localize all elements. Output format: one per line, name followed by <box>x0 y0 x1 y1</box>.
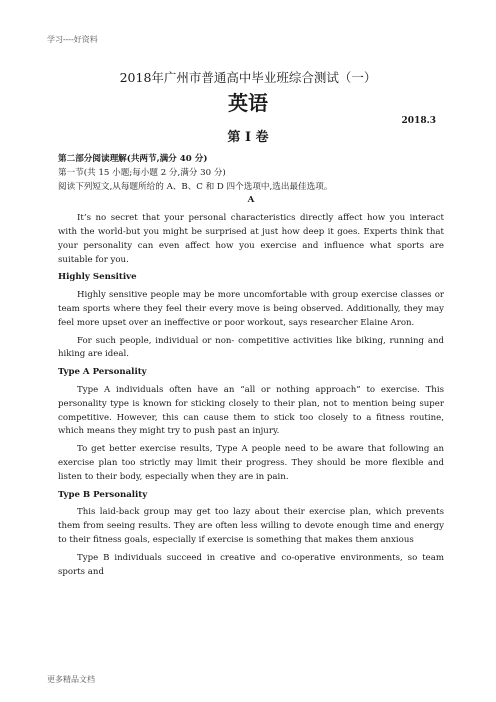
exam-title: 2018年广州市普通高中毕业班综合测试（一） <box>119 70 377 85</box>
section-subtitle: 第一节(共 15 小题;每小题 2 分,满分 30 分) <box>58 167 226 178</box>
heading-type-a: Type A Personality <box>58 367 147 378</box>
page-header-note: 学习----好资料 <box>47 35 98 44</box>
paragraph: Highly sensitive people may be more uncomfortable with group exercise classes or team sports where they feel their every move is being observed. Additionally, they may feel more upset over an ineffective or poor workout, says researcher Elaine Aron. <box>58 290 444 328</box>
paragraph: For such people, individual or non- competitive activities like biking, running and hiking are ideal. <box>58 335 444 360</box>
passage-label: A <box>247 195 255 206</box>
page-footer-note: 更多精品文档 <box>47 675 95 684</box>
paragraph: This laid-back group may get too lazy about their exercise plan, which prevents them from seeing results. They are often less willing to devote enough time and energy to their fitness goals, especially if exercise is something that makes them anxious <box>58 507 444 545</box>
paragraph: Type B individuals succeed in creative and co-operative environments, so team sports and <box>58 552 444 577</box>
section-title: 第二部分阅读理解(共两节,满分 40 分) <box>58 154 208 164</box>
paragraph: To get better exercise results, Type A people need to be aware that following an exercise plan too strictly may limit their progress. They should be more flexible and listen to their body, especially when they are in pain. <box>58 444 444 482</box>
exam-date: 2018.3 <box>401 116 436 126</box>
section-instruction: 阅读下列短文,从每题所给的 A、B、C 和 D 四个选项中,选出最佳选项。 <box>58 181 333 192</box>
paragraph: Type A individuals often have an “all or nothing approach” to exercise. This personality type is known for sticking closely to their plan, not to mention being super competitive. However, this can cause them to stick too closely to a fitness routine, which means they might try to push past an injury. <box>58 384 444 437</box>
heading-type-b: Type B Personality <box>58 489 148 500</box>
subject-title: 英语 <box>228 91 268 115</box>
intro-paragraph: It’s no secret that your personal characteristics directly affect how you interact with the world-but you might be surprised at just how deep it goes. Experts think that your personality can even affect how you exercise and influence what sports are suitable for you. <box>58 213 444 265</box>
document-body <box>58 153 444 579</box>
heading-highly-sensitive: Highly Sensitive <box>58 272 137 283</box>
volume-title: 第 I 卷 <box>227 130 269 145</box>
